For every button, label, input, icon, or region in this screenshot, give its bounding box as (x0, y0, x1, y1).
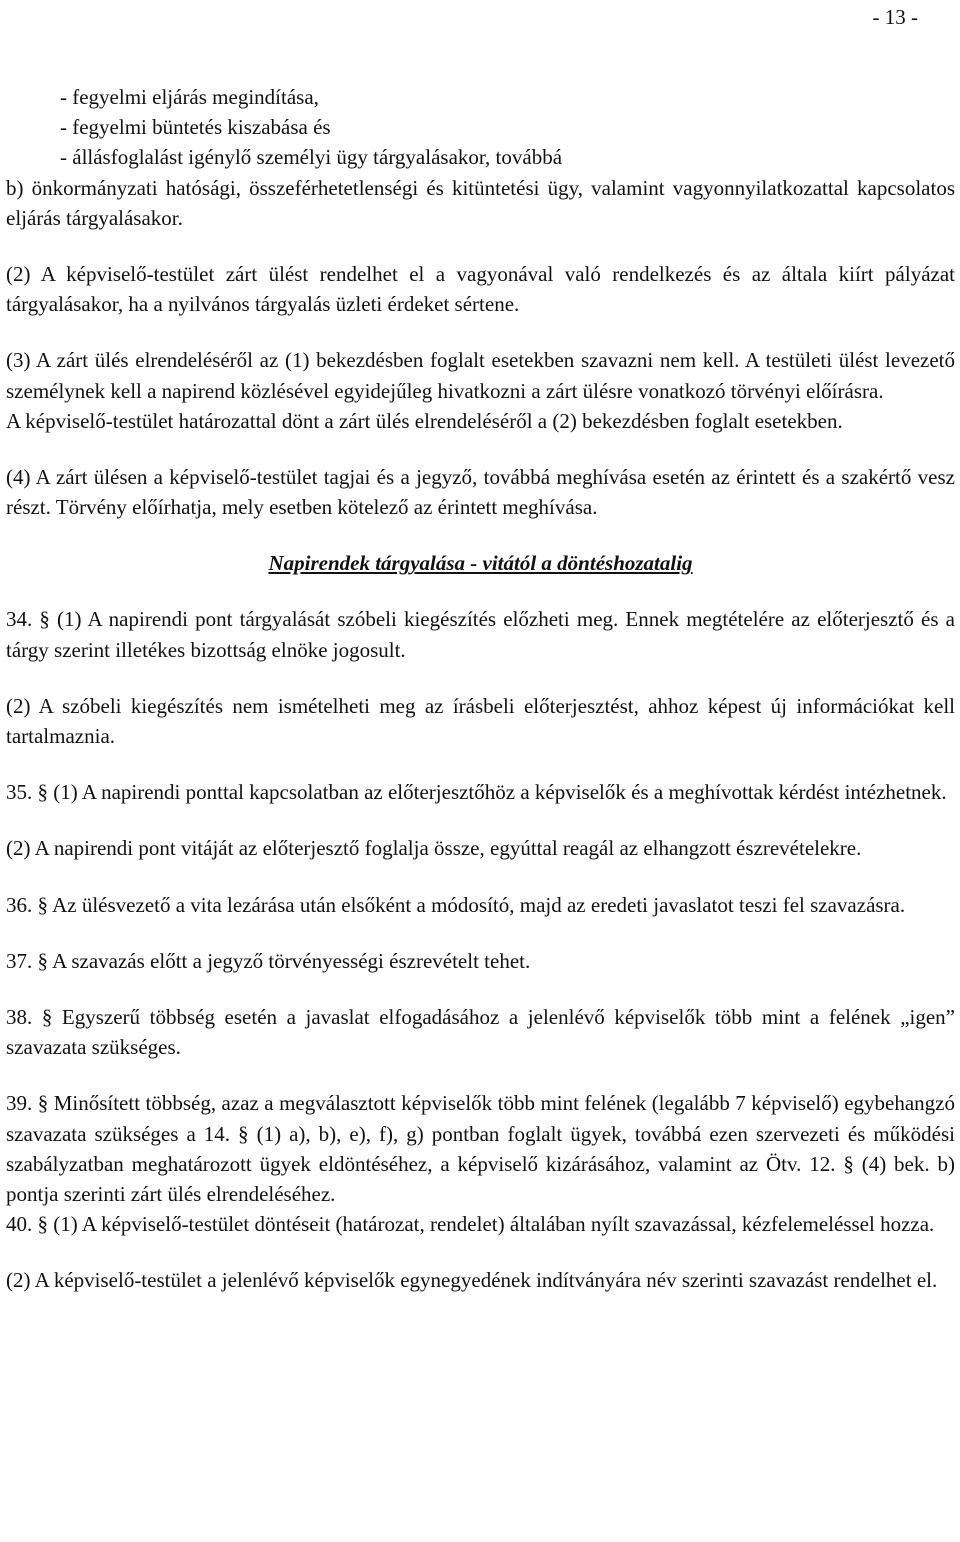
list-item: - fegyelmi eljárás megindítása, (60, 85, 319, 109)
section-39: 39. § Minősített többség, azaz a megválasztott képviselők több mint felének (legalább 7 képviselő) egybehangzó szavazata szükséges a 14. § (1) a), b), e), f), g) pontban foglalt ügyek, továbbá ezen szervezeti és működési szabályzatban meghatározott ügyek eldöntéséhez, a képviselő kizárásához, valamint az Ötv. 12. § (4) bek. b) pontja szerinti zárt ülés elrendeléséhez. (6, 1091, 955, 1207)
section-37: 37. § A szavazás előtt a jegyző törvényességi észrevételt tehet. (6, 948, 531, 973)
section-34-2: (2) A szóbeli kiegészítés nem ismételheti meg az írásbeli előterjesztést, ahhoz képest új információkat kell tartalmaznia. (6, 693, 955, 749)
paragraph-3b: A képviselő-testület határozattal dönt a zárt ülés elrendeléséről a (2) bekezdésben foglalt esetekben. (6, 408, 843, 433)
section-40-2: (2) A képviselő-testület a jelenlévő képviselők egynegyedének indítványára név szerinti szavazást rendelhet el. (6, 1268, 938, 1293)
list-item: - fegyelmi büntetés kiszabása és (60, 115, 331, 140)
section-38: 38. § Egyszerű többség esetén a javaslat elfogadásához a jelenlévő képviselők több mint a felének „igen” szavazata szükséges. (6, 1005, 955, 1060)
section-35-1: 35. § (1) A napirendi ponttal kapcsolatban az előterjesztőhöz a képviselők és a meghívottak kérdést intézhetnek. (6, 780, 947, 805)
page-number: - 13 - (872, 5, 918, 29)
paragraph-b: b) önkormányzati hatósági, összeférhetetlenségi és kitüntetési ügy, valamint vagyonnyilatkozattal kapcsolatos eljárás tárgyalásakor. (6, 175, 955, 230)
section-40-1: 40. § (1) A képviselő-testület döntéseit (határozat, rendelet) általában nyílt szavazással, kézfelemeléssel hozza. (6, 1212, 935, 1237)
section-36: 36. § Az ülésvezető a vita lezárása után elsőként a módosító, majd az eredeti javaslatot teszi fel szavazásra. (6, 892, 906, 917)
paragraph-3a: (3) A zárt ülés elrendeléséről az (1) bekezdésben foglalt esetekben szavazni nem kell. A testületi ülést levezető személynek kell a napirend közlésével egyidejűleg hivatkozni a zárt ülésre vonatkozó törvényi előírásra. (6, 348, 955, 403)
paragraph-4: (4) A zárt ülésen a képviselő-testület tagjai és a jegyző, továbbá meghívása esetén az érintett és a szakértő vesz részt. Törvény előírhatja, mely esetben kötelező az érintett meghívása. (6, 465, 955, 520)
section-heading: Napirendek tárgyalása - vitától a döntéshozatalig (268, 551, 693, 576)
document-body (6, 82, 955, 1296)
section-34-1: 34. § (1) A napirendi pont tárgyalását szóbeli kiegészítés előzheti meg. Ennek megtételére az előterjesztő és a tárgy szerint illetékes bizottság elnöke jogosult. (6, 607, 955, 662)
section-35-2: (2) A napirendi pont vitáját az előterjesztő foglalja össze, egyúttal reagál az elhangzott észrevételekre. (6, 836, 862, 861)
paragraph-2: (2) A képviselő-testület zárt ülést rendelhet el a vagyonával való rendelkezés és az általa kiírt pályázat tárgyalásakor, ha a nyilvános tárgyalás üzleti érdeket sértene. (6, 262, 955, 317)
list-item: - állásfoglalást igénylő személyi ügy tárgyalásakor, továbbá (60, 145, 563, 170)
